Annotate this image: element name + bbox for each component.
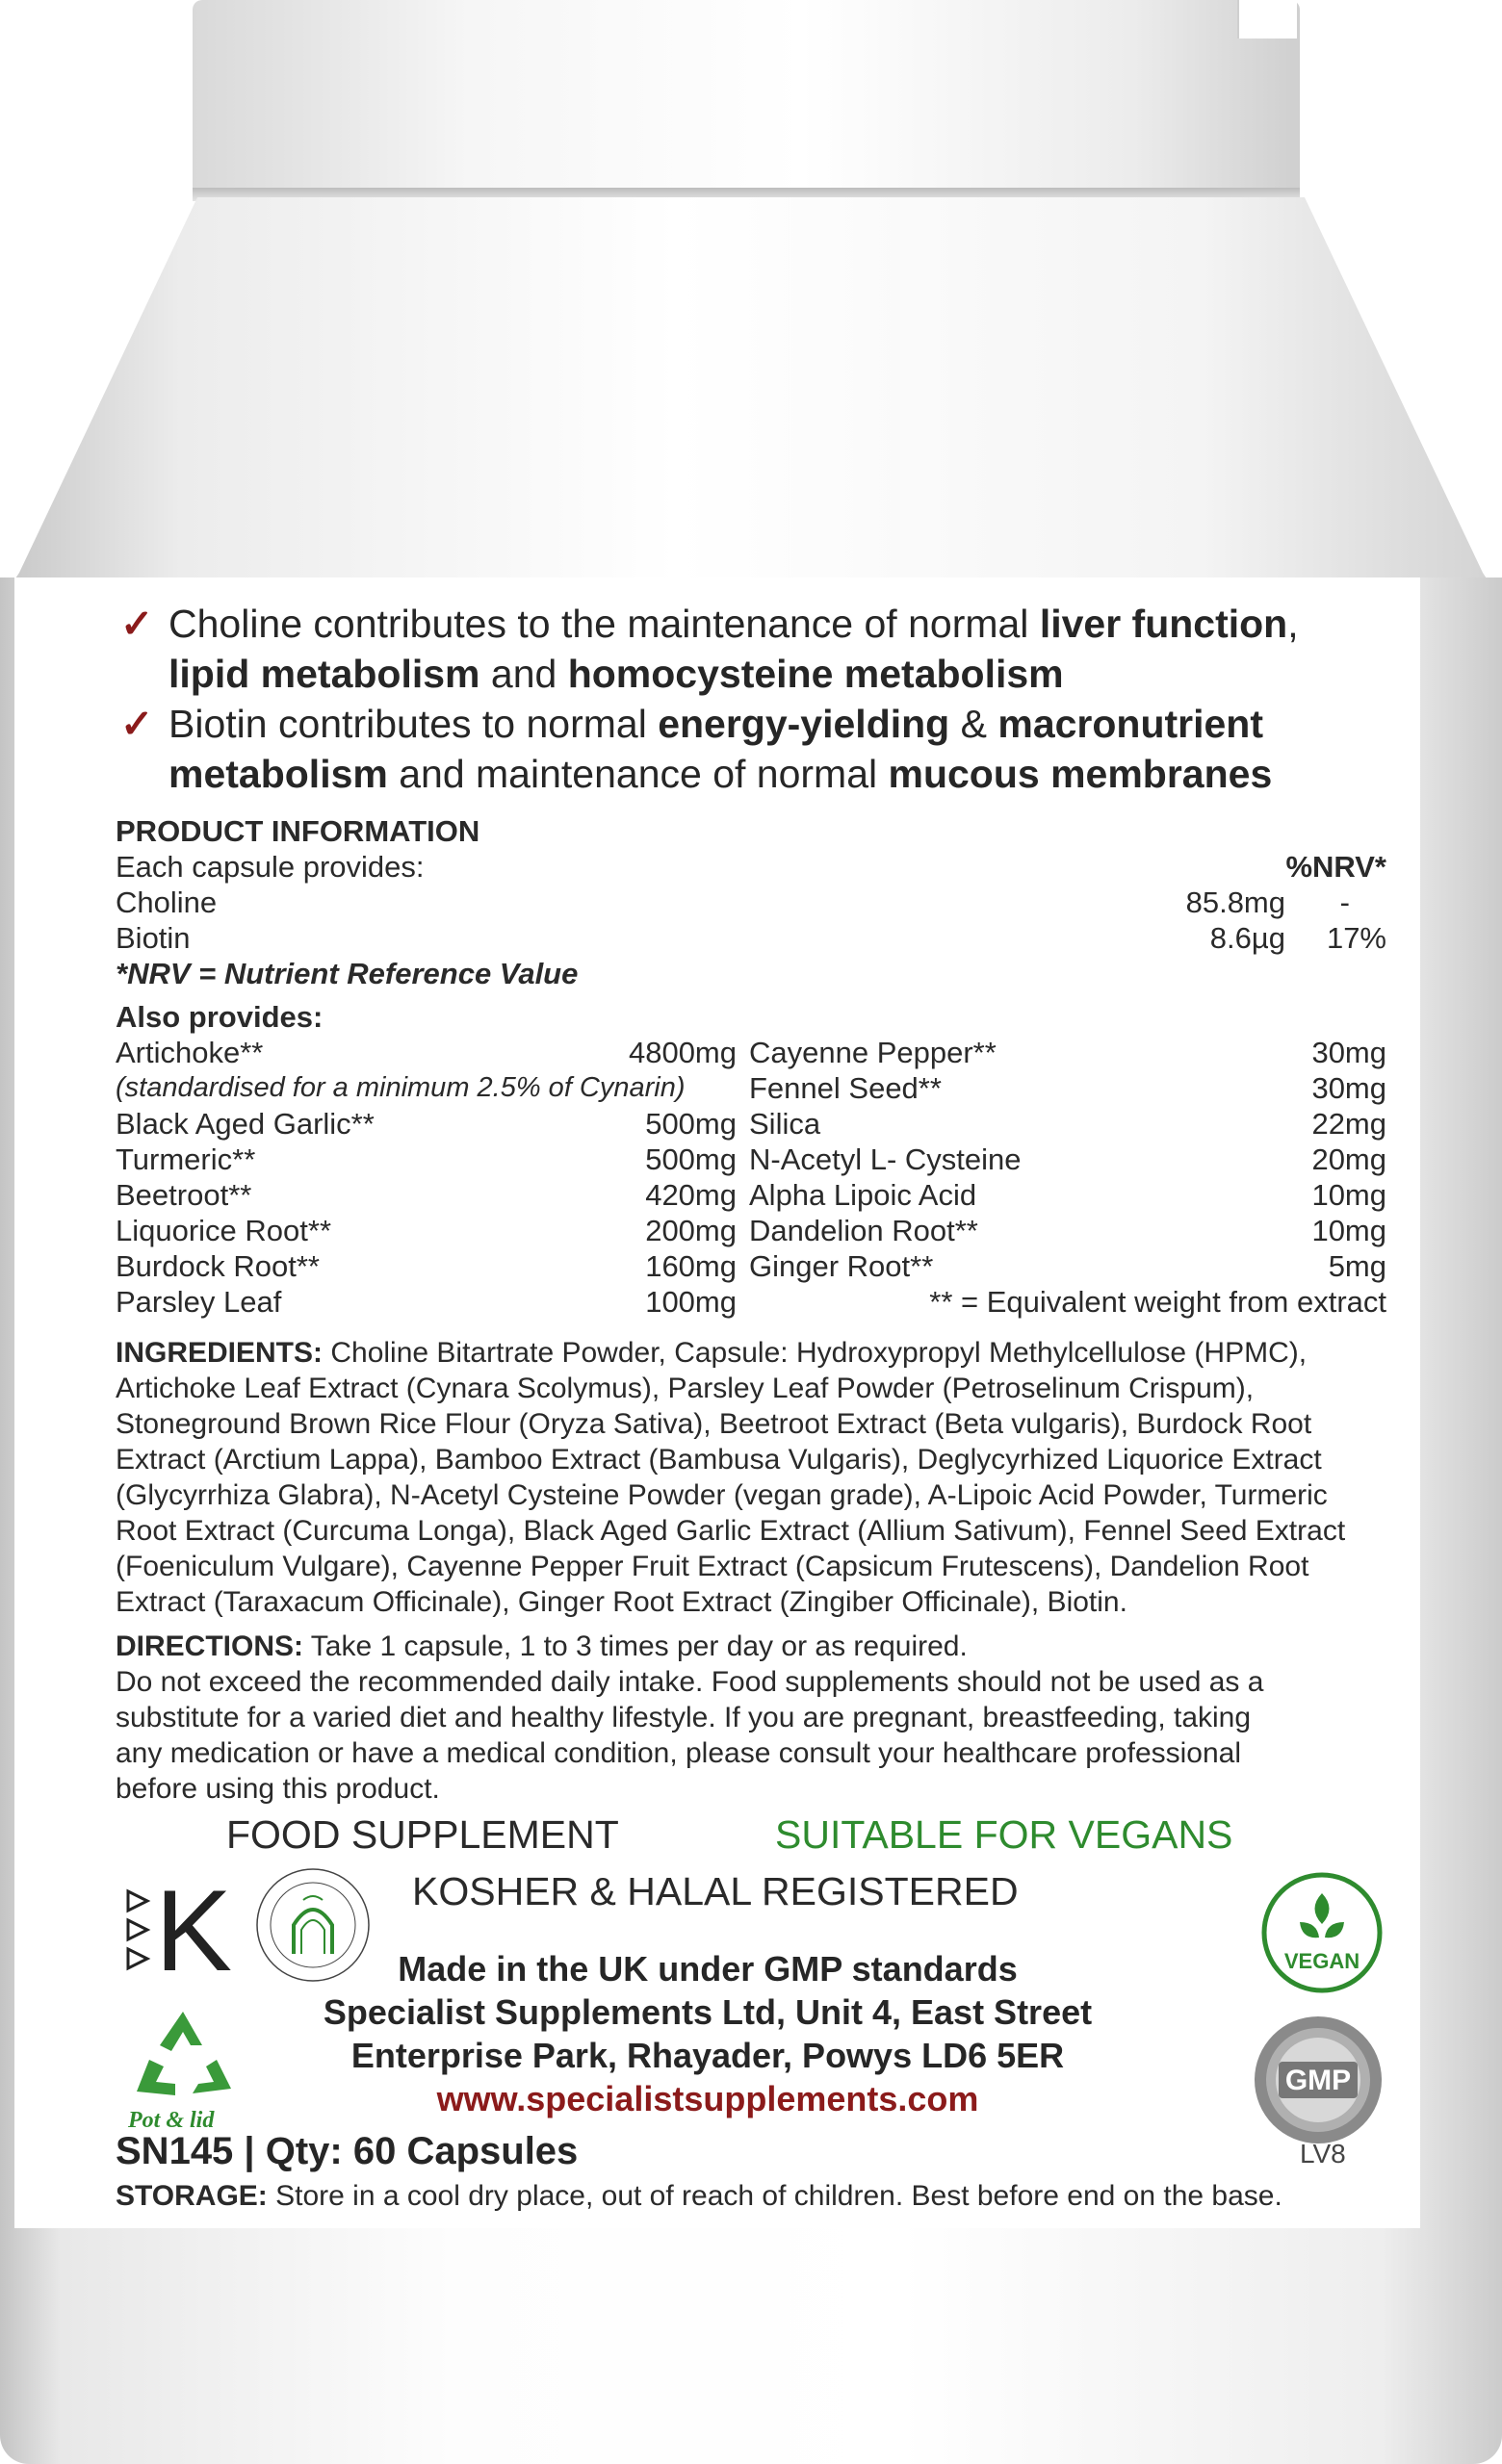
gmp-badge-label: GMP [1284, 2065, 1352, 2096]
pot-and-lid-label: Pot & lid [128, 2108, 215, 2133]
directions-section [116, 1629, 1396, 1807]
ingredient-name: Beetroot** [116, 1178, 252, 1212]
manufacturer-info [236, 1947, 1179, 2120]
vegan-badge-label: VEGAN [1283, 1949, 1360, 1973]
ingredient-amount: 4800mg [628, 1036, 737, 1069]
ingredient-amount: 500mg [645, 1107, 737, 1141]
claim-choline-line-1 [120, 599, 1391, 649]
ingredient-amount: 5mg [1328, 1249, 1386, 1283]
nrv-note: *NRV = Nutrient Reference Value [116, 957, 579, 990]
claim-bold: homocysteine metabolism [567, 652, 1064, 696]
also-row [116, 1142, 1386, 1177]
also-row [116, 1070, 1386, 1106]
ingredient-name: Dandelion Root** [749, 1214, 978, 1247]
claim-bold: liver function [1039, 602, 1288, 646]
ingredient-name: Cayenne Pepper** [749, 1036, 997, 1069]
nrv-header: %NRV* [1285, 850, 1386, 884]
ingredient-amount: 10mg [1311, 1214, 1386, 1247]
ingredients-line: Choline Bitartrate Powder, Capsule: Hydroxypropyl Methylcellulose (HPMC), [323, 1337, 1308, 1369]
also-row [116, 1106, 1386, 1142]
ingredients-line: (Foeniculum Vulgare), Cayenne Pepper Fruit Extract (Capsicum Frutescens), Dandelion Root [116, 1551, 1309, 1582]
ingredient-amount: 30mg [1311, 1071, 1386, 1105]
ingredients-line: Root Extract (Curcuma Longa), Black Aged Garlic Extract (Allium Sativum), Fennel Seed Extract [116, 1515, 1346, 1547]
product-label [14, 578, 1420, 2228]
claim-bold: macronutrient [997, 702, 1264, 746]
ingredient-name: Ginger Root** [749, 1249, 934, 1283]
cap-notch [1237, 0, 1297, 38]
ingredient-note: (standardised for a minimum 2.5% of Cynarin) [116, 1072, 686, 1103]
also-row [116, 1177, 1386, 1213]
claim-bold: mucous membranes [888, 752, 1273, 796]
bottle-cap [193, 0, 1300, 192]
lot-version: LV8 [1300, 2139, 1346, 2169]
ingredient-amount: 10mg [1311, 1178, 1386, 1212]
recycle-icon [125, 2007, 241, 2103]
also-row [116, 1248, 1386, 1284]
directions-line: Take 1 capsule, 1 to 3 times per day or as required. [303, 1630, 968, 1662]
storage-label: STORAGE: [116, 2180, 268, 2212]
also-row [116, 1035, 1386, 1070]
ingredient-amount: 160mg [645, 1249, 737, 1283]
claim-biotin-line-1 [120, 699, 1391, 749]
product-information [116, 813, 1386, 1320]
ingredient-amount: 500mg [645, 1142, 737, 1176]
ingredient-name: Silica [749, 1107, 821, 1141]
ingredient-amount: 100mg [645, 1285, 737, 1319]
suitable-for-vegans-text: SUITABLE FOR VEGANS [775, 1812, 1233, 1857]
bottle-shoulder [0, 197, 1502, 602]
manufacturer-line: Made in the UK under GMP standards [398, 1949, 1018, 1989]
ingredient-amount: 420mg [645, 1178, 737, 1212]
nutrient-name: Biotin [116, 921, 191, 955]
claim-text: , [1287, 602, 1299, 646]
kosher-halal-text: KOSHER & HALAL REGISTERED [412, 1869, 1019, 1913]
ingredients-line: Stoneground Brown Rice Flour (Oryza Sativa), Beetroot Extract (Beta vulgaris), Burdock Root [116, 1408, 1312, 1440]
claim-bold: metabolism [168, 752, 388, 796]
ingredient-amount: 20mg [1311, 1142, 1386, 1176]
nutrient-nrv: 17% [1326, 921, 1386, 955]
claim-bold: energy-yielding [658, 702, 950, 746]
health-claims [120, 599, 1391, 799]
gmp-badge-icon [1250, 2012, 1386, 2148]
ingredient-name: Artichoke** [116, 1036, 264, 1069]
claim-text: & [949, 702, 998, 746]
claim-text: Biotin contributes to normal [168, 702, 659, 746]
equivalent-note: ** = Equivalent weight from extract [929, 1285, 1386, 1319]
each-capsule-label: Each capsule provides: [116, 850, 425, 884]
nutrient-row [116, 885, 1386, 920]
ingredient-amount: 30mg [1311, 1036, 1386, 1069]
ingredient-name: Parsley Leaf [116, 1285, 282, 1319]
ingredient-name: Turmeric** [116, 1142, 256, 1176]
ingredients-label: INGREDIENTS: [116, 1337, 324, 1369]
also-row [116, 1284, 1386, 1320]
ingredient-name: Black Aged Garlic** [116, 1107, 375, 1141]
ingredients-line: (Glycyrrhiza Glabra), N-Acetyl Cysteine Powder (vegan grade), A-Lipoic Acid Powder, Turmeric [116, 1479, 1328, 1511]
ingredients-section [116, 1335, 1396, 1620]
ingredient-amount: 200mg [645, 1214, 737, 1247]
ingredient-name: N-Acetyl L- Cysteine [749, 1142, 1022, 1176]
directions-line: Do not exceed the recommended daily intake. Food supplements should not be used as a [116, 1666, 1264, 1698]
website-url: www.specialistsupplements.com [436, 2079, 979, 2118]
ingredients-line: Extract (Taraxacum Officinale), Ginger Root Extract (Zingiber Officinale), Biotin. [116, 1586, 1127, 1618]
check-icon: ✓ [120, 702, 154, 746]
kosher-k-logo-icon [120, 1862, 246, 1988]
nutrient-amount: 85.8mg [1185, 886, 1285, 919]
manufacturer-line: Enterprise Park, Rhayader, Powys LD6 5ER [350, 2036, 1065, 2075]
k-logo-letter: K [155, 1866, 233, 1988]
nutrient-nrv: - [1339, 886, 1350, 919]
claim-text: and maintenance of normal [387, 752, 889, 796]
manufacturer-line: Specialist Supplements Ltd, Unit 4, East Street [323, 1992, 1093, 2032]
directions-line: any medication or have a medical condition, please consult your healthcare professional [116, 1737, 1242, 1769]
food-supplement-text: FOOD SUPPLEMENT [226, 1812, 619, 1857]
check-icon: ✓ [120, 602, 154, 646]
ingredients-line: Artichoke Leaf Extract (Cynara Scolymus), Parsley Leaf Powder (Petroselinum Crispum), [116, 1373, 1255, 1404]
storage-info [116, 2180, 1282, 2213]
ingredient-name: Liquorice Root** [116, 1214, 332, 1247]
claim-choline-line-2 [120, 649, 1391, 699]
nutrient-name: Choline [116, 886, 218, 919]
also-row [116, 1213, 1386, 1248]
ingredient-amount: 22mg [1311, 1107, 1386, 1141]
directions-line: before using this product. [116, 1773, 440, 1805]
product-info-heading: PRODUCT INFORMATION [116, 814, 480, 848]
ingredient-name: Burdock Root** [116, 1249, 320, 1283]
also-provides-heading: Also provides: [116, 1000, 324, 1034]
sn-quantity: SN145 | Qty: 60 Capsules [116, 2130, 579, 2172]
claim-bold: lipid metabolism [168, 652, 480, 696]
storage-text: Store in a cool dry place, out of reach of children. Best before end on the base. [267, 2180, 1282, 2212]
claim-text: and [479, 652, 568, 696]
nutrient-amount: 8.6µg [1209, 921, 1285, 955]
vegan-badge-icon [1261, 1872, 1383, 1993]
nutrient-row [116, 920, 1386, 956]
directions-line: substitute for a varied diet and healthy lifestyle. If you are pregnant, breastfeeding, taking [116, 1702, 1252, 1733]
ingredients-line: Extract (Arctium Lappa), Bamboo Extract (Bambusa Vulgaris), Deglycyrhized Liquorice Extract [116, 1444, 1322, 1476]
ingredient-name: Alpha Lipoic Acid [749, 1178, 977, 1212]
claim-biotin-line-2 [120, 749, 1391, 799]
ingredient-name: Fennel Seed** [749, 1071, 942, 1105]
claim-text: Choline contributes to the maintenance of normal [168, 602, 1040, 646]
directions-label: DIRECTIONS: [116, 1630, 303, 1662]
